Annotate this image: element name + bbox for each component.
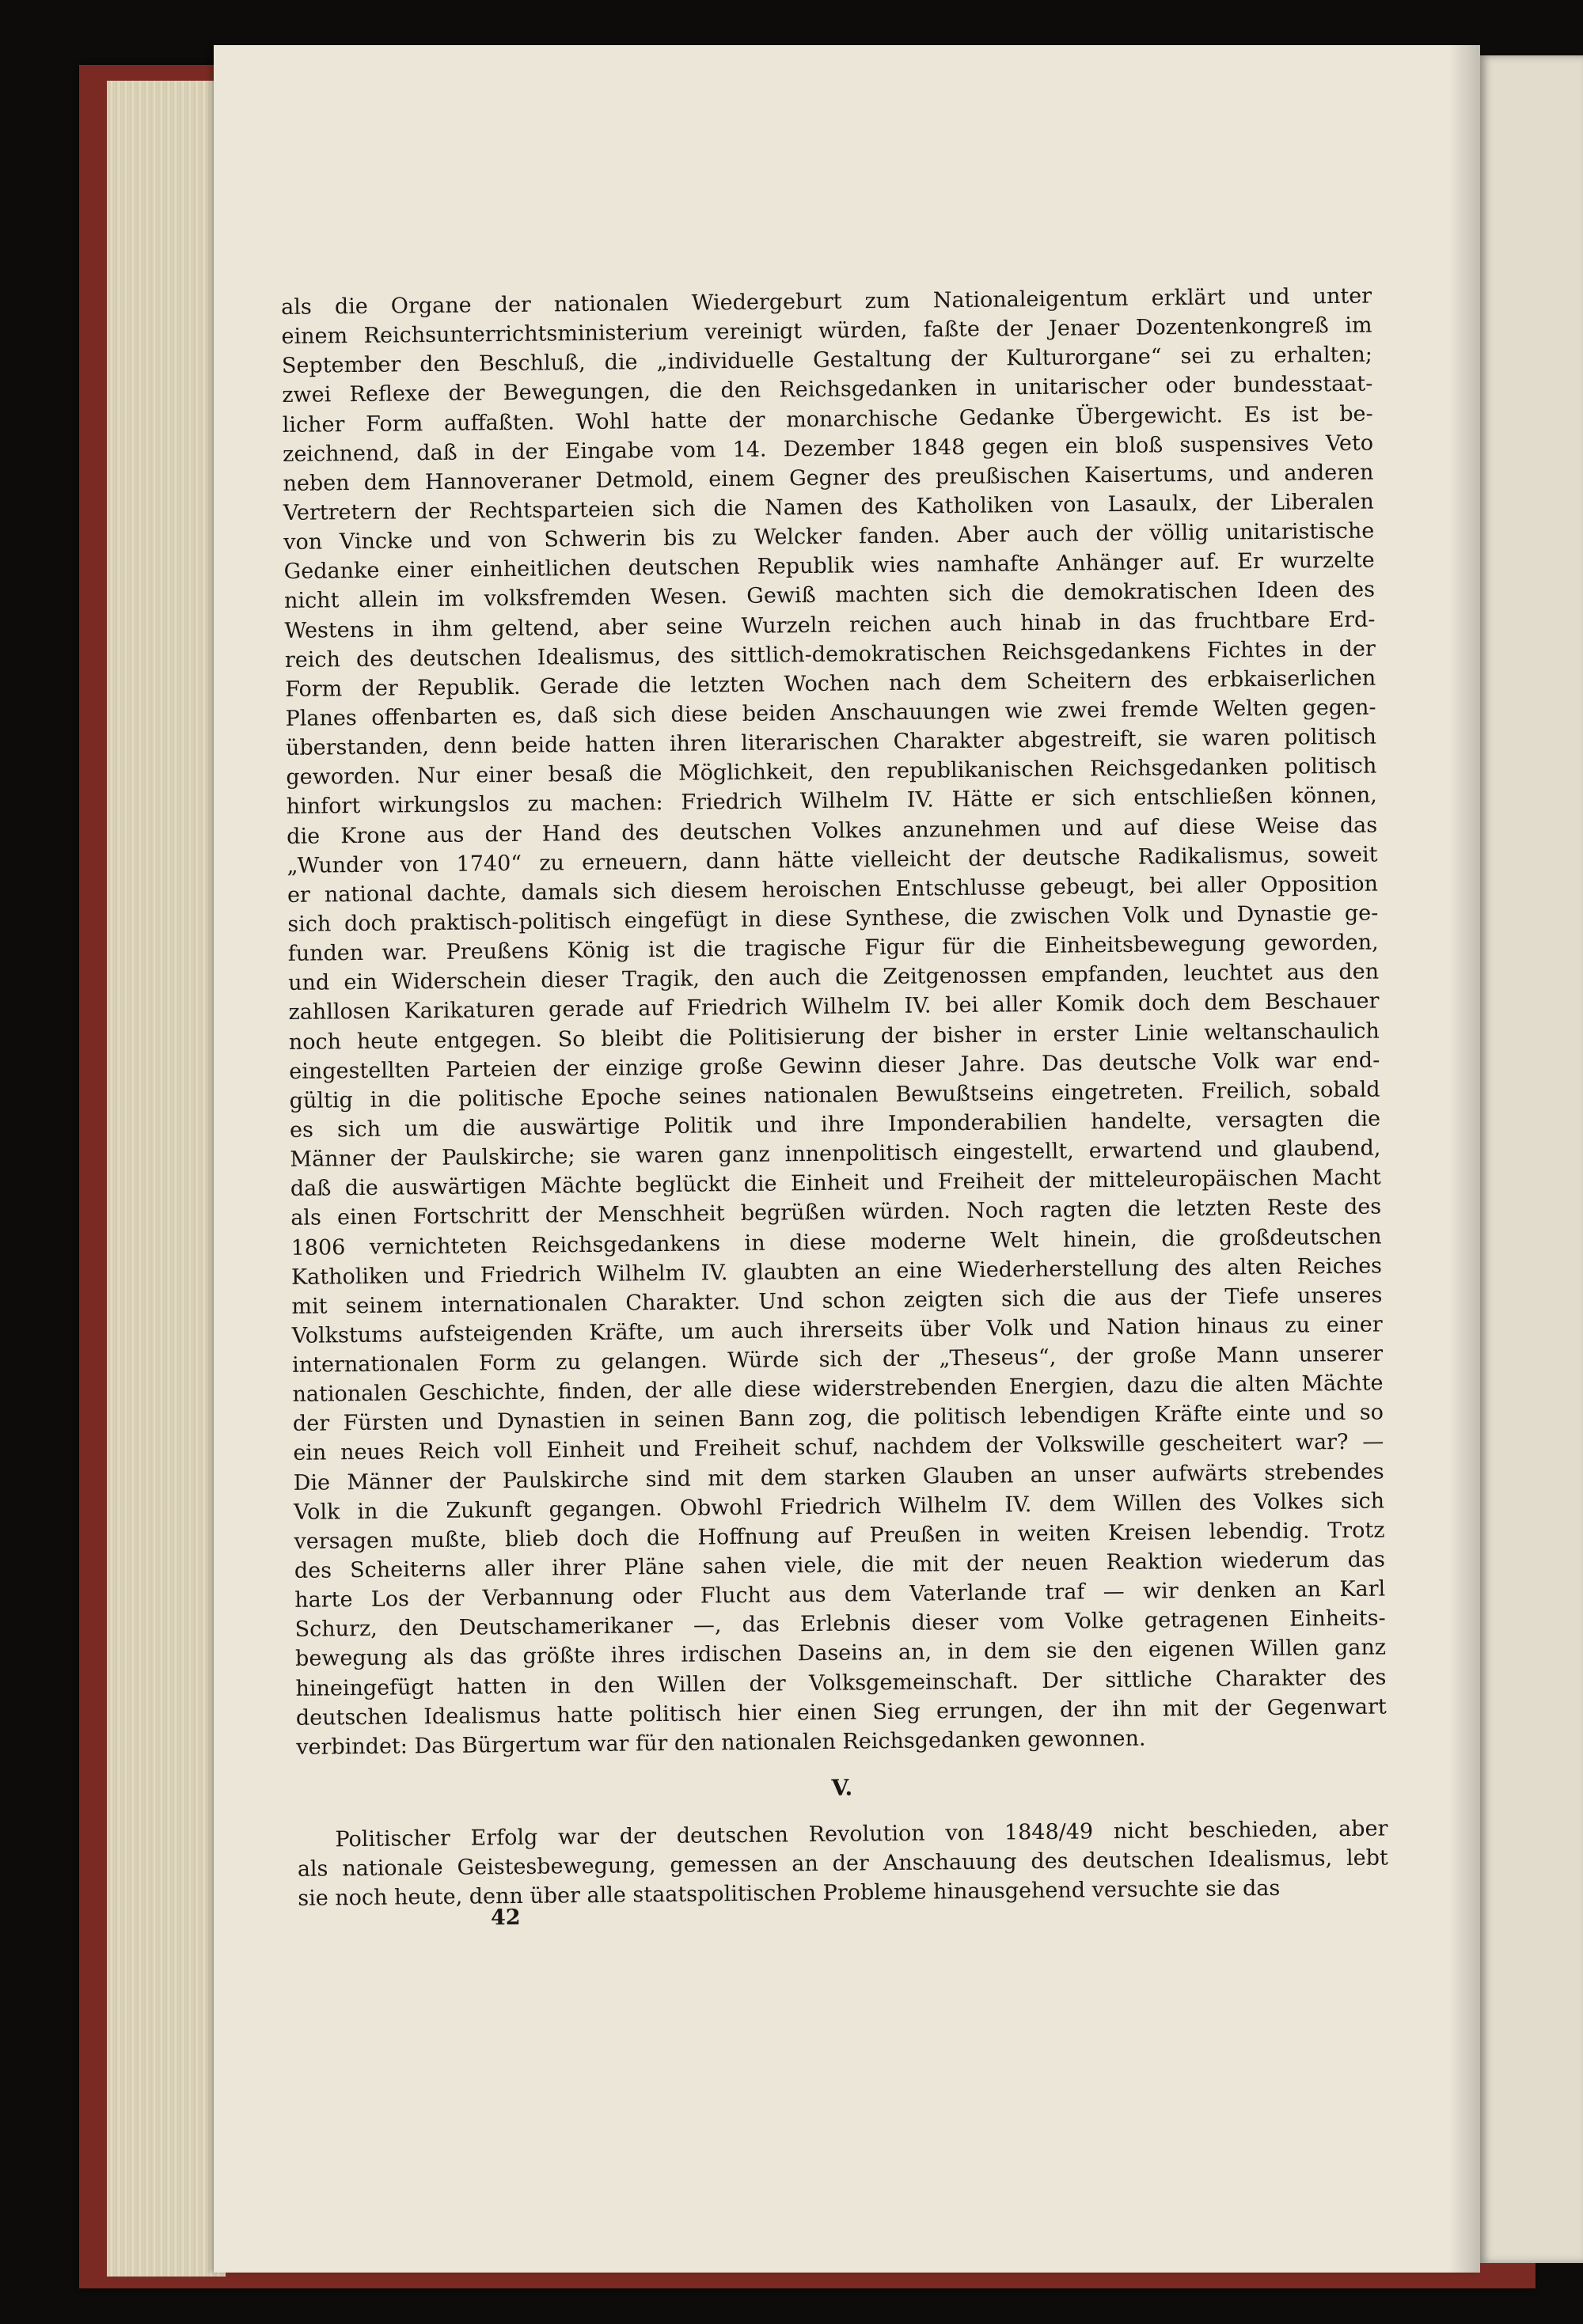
text-line: einem Reichsunterrichtsministerium vereinigt würden, faßte der Jenaer Dozentenkongreß im bbox=[281, 313, 1372, 350]
text-line: und ein Widerschein dieser Tragik, den auch die Zeitgenossen empfanden, leuchtet aus den bbox=[287, 959, 1380, 996]
text-line: noch heute entgegen. So bleibt die Politisierung der bisher in erster Linie weltanschaulich bbox=[288, 1018, 1380, 1055]
text-line: bewegung als das größte ihres irdischen Daseins an, in dem sie den eigenen Willen ganz bbox=[294, 1635, 1387, 1672]
text-line: daß die auswärtigen Mächte beglückt die Einheit und Freiheit der mitteleuropäischen Macht bbox=[290, 1165, 1381, 1202]
text-line: der Fürsten und Dynastien in seinen Bann zog, die politisch lebendigen Kräfte einte und so bbox=[292, 1400, 1384, 1437]
text-line: zahllosen Karikaturen gerade auf Friedrich Wilhelm IV. bei aller Komik doch dem Beschauer bbox=[288, 988, 1380, 1026]
text-line: zwei Reflexe der Bewegungen, die den Reichsgedanken in unitarischer oder bundesstaat- bbox=[282, 371, 1373, 408]
text-line: licher Form auffaßten. Wohl hatte der monarchische Gedanke Übergewicht. Es ist be- bbox=[282, 401, 1373, 438]
text-line: es sich um die auswärtige Politik und ihre Imponderabilien handelte, versagten die bbox=[289, 1106, 1381, 1143]
text-line: gültig in die politische Epoche seines nationalen Bewußtseins eingetreten. Freilich, sobald bbox=[289, 1077, 1380, 1113]
section-heading: V. bbox=[831, 1774, 853, 1801]
text-line: September den Beschluß, die „individuelle Gestaltung der Kulturorgane“ sei zu erhalten; bbox=[281, 342, 1373, 379]
text-line: funden war. Preußens König ist die tragische Figur für die Einheitsbewegung geworden, bbox=[287, 930, 1379, 967]
text-line: Politischer Erfolg war der deutschen Revolution von 1848/49 nicht beschieden, aber bbox=[335, 1816, 1388, 1852]
page-number: 42 bbox=[490, 1905, 521, 1931]
text-line: Volkstums aufsteigenden Kräfte, um auch ihrerseits über Volk und Nation hinaus zu einer bbox=[291, 1312, 1383, 1348]
text-line: neben dem Hannoveraner Detmold, einem Gegner des preußischen Kaisertums, und anderen bbox=[283, 460, 1374, 496]
text-line: 1806 vernichteten Reichsgedankens in diese moderne Welt hinein, die großdeutschen bbox=[290, 1224, 1382, 1261]
text-line: Westens in ihm geltend, aber seine Wurzeln reichen auch hinab in das fruchtbare Erd- bbox=[284, 607, 1376, 643]
text-line: eingestellten Parteien der einzige große Gewinn dieser Jahre. Das deutsche Volk war end- bbox=[289, 1048, 1380, 1084]
gutter-shadow bbox=[1448, 45, 1480, 2273]
text-line: versagen mußte, blieb doch die Hoffnung auf Preußen in weiten Kreisen lebendig. Trotz bbox=[294, 1518, 1385, 1554]
paragraph-1 bbox=[281, 282, 1387, 1762]
text-line: sie noch heute, denn über alle staatspolitischen Probleme hinausgehend versuchte sie das bbox=[298, 1876, 1281, 1912]
text-line: Volk in die Zukunft gegangen. Obwohl Friedrich Wilhelm IV. dem Willen des Volkes sich bbox=[293, 1488, 1385, 1525]
body-text bbox=[281, 282, 1388, 1914]
facing-page-edge bbox=[1480, 55, 1583, 2263]
text-line: deutschen Idealismus hatte politisch hier einen Sieg errungen, der ihn mit der Gegenwart bbox=[295, 1694, 1387, 1731]
text-line: mit seinem internationalen Charakter. Und schon zeigten sich die aus der Tiefe unseres bbox=[291, 1283, 1383, 1319]
text-line: sich doch praktisch-politisch eingefügt in diese Synthese, die zwischen Volk und Dynastie ge- bbox=[287, 900, 1379, 937]
text-line: hineingefügt hatten in den Willen der Volksgemeinschaft. Der sittliche Charakter des bbox=[295, 1665, 1387, 1701]
text-line: Katholiken und Friedrich Wilhelm IV. glaubten an eine Wiederherstellung des alten Reiches bbox=[290, 1253, 1383, 1290]
text-line: geworden. Nur einer besaß die Möglichkeit, den republikanischen Reichsgedanken politisch bbox=[286, 753, 1377, 790]
text-line: er national dachte, damals sich diesem heroischen Entschlusse gebeugt, bei aller Opposition bbox=[287, 871, 1379, 908]
text-line: als einen Fortschritt der Menschheit begrüßen würden. Noch ragten die letzten Reste des bbox=[290, 1194, 1382, 1231]
text-line: von Vincke und von Schwerin bis zu Welcker fanden. Aber auch der völlig unitaristische bbox=[283, 518, 1375, 555]
text-line: als die Organe der nationalen Wiedergeburt zum Nationaleigentum erklärt und unter bbox=[281, 283, 1372, 320]
text-line: Gedanke einer einheitlichen deutschen Republik wies namhafte Anhänger auf. Er wurzelte bbox=[283, 548, 1375, 585]
text-line: hinfort wirkungslos zu machen: Friedrich Wilhelm IV. Hätte er sich entschließen können, bbox=[286, 783, 1377, 820]
text-line: des Scheiterns aller ihrer Pläne sahen viele, die mit der neuen Reaktion wiederum das bbox=[294, 1547, 1386, 1583]
paragraph-2 bbox=[297, 1814, 1388, 1913]
text-line: Planes offenbarten es, daß sich diese beiden Anschauungen wie zwei fremde Welten gegen- bbox=[285, 695, 1376, 731]
text-line: Die Männer der Paulskirche sind mit dem starken Glauben an unser aufwärts strebendes bbox=[293, 1459, 1384, 1496]
page-edges bbox=[107, 81, 226, 2277]
text-line: harte Los der Verbannung oder Flucht aus dem Vaterlande traf — wir denken an Karl bbox=[294, 1576, 1386, 1613]
text-line: überstanden, denn beide hatten ihren literarischen Charakter abgestreift, sie waren politisch bbox=[285, 724, 1377, 761]
text-line: nicht allein im volksfremden Wesen. Gewiß machten sich die demokratischen Ideen des bbox=[283, 577, 1376, 614]
text-line: zeichnend, daß in der Eingabe vom 14. Dezember 1848 gegen ein bloß suspensives Veto bbox=[282, 430, 1374, 467]
text-line: Männer der Paulskirche; sie waren ganz innenpolitisch eingestellt, erwartend und glaubend, bbox=[290, 1135, 1381, 1173]
text-line: Form der Republik. Gerade die letzten Wochen nach dem Scheitern des erbkaiserlichen bbox=[285, 665, 1376, 702]
text-line: als nationale Geistesbewegung, gemessen an der Anschauung des deutschen Idealismus, lebt bbox=[297, 1845, 1388, 1882]
text-line: internationalen Form zu gelangen. Würde sich der „Theseus“, der große Mann unserer bbox=[292, 1341, 1384, 1378]
text-line: ein neues Reich voll Einheit und Freiheit schuf, nachdem der Volkswille gescheitert war? — bbox=[293, 1429, 1384, 1466]
text-line: verbindet: Das Bürgertum war für den nationalen Reichsgedanken gewonnen. bbox=[296, 1726, 1146, 1760]
text-line: reich des deutschen Idealismus, des sittlich-demokratischen Reichsgedankens Fichtes in der bbox=[284, 636, 1376, 673]
text-line: „Wunder von 1740“ zu erneuern, dann hätte vielleicht der deutsche Radikalismus, soweit bbox=[287, 842, 1378, 878]
text-line: Vertretern der Rechtsparteien sich die Namen des Katholiken von Lasaulx, der Liberalen bbox=[283, 489, 1375, 525]
text-line: nationalen Geschichte, finden, der alle diese widerstrebenden Energien, dazu die alten Mächte bbox=[292, 1371, 1384, 1408]
text-line: Schurz, den Deutschamerikaner —, das Erlebnis dieser vom Volke getragenen Einheits- bbox=[294, 1606, 1386, 1643]
text-line: die Krone aus der Hand des deutschen Volkes anzunehmen und auf diese Weise das bbox=[287, 813, 1378, 849]
